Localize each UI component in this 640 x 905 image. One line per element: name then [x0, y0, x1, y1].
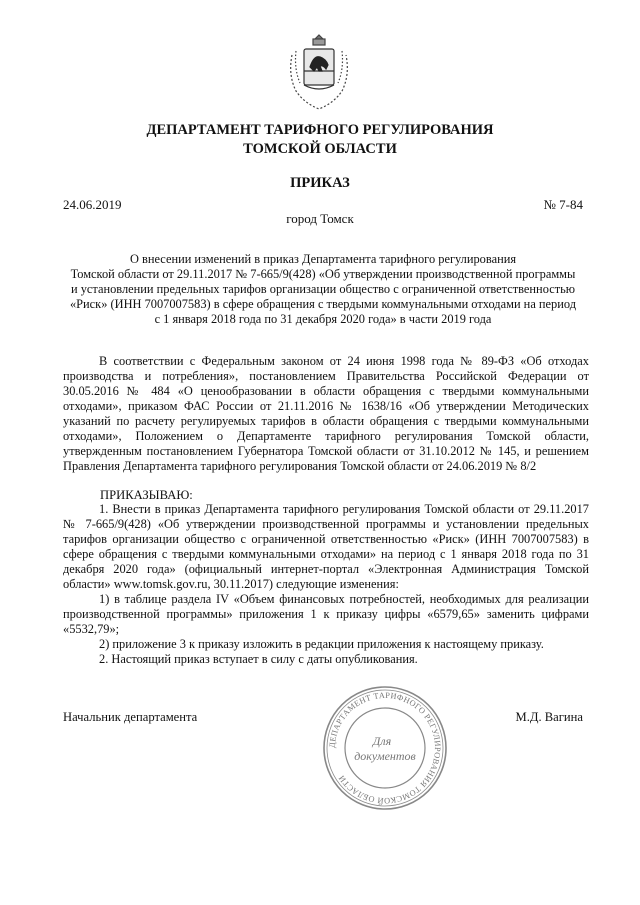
order-city: город Томск — [286, 211, 354, 226]
order-items — [63, 502, 589, 667]
coat-of-arms-icon — [288, 33, 350, 111]
subject-line: «Риск» (ИНН 7007007583) в сфере обращения с твердыми коммунальными отходами на период — [69, 297, 577, 311]
order-subitem: 2) приложение 3 к приказу изложить в редакции приложения к настоящему приказу. — [99, 637, 544, 651]
order-subitem: 1) в таблице раздела IV «Объем финансовых потребностей, необходимых для реализации производственной программы» приложения 1 к приказу цифры «6579,65» заменить цифрами «5532,79»; — [63, 592, 589, 636]
signatory-name: М.Д. Вагина — [515, 710, 583, 724]
order-item: 2. Настоящий приказ вступает в силу с даты опубликования. — [99, 652, 418, 666]
document-type: ПРИКАЗ — [290, 175, 350, 191]
subject-line: О внесении изменений в приказ Департамента тарифного регулирования — [129, 252, 517, 266]
department-title — [0, 121, 640, 159]
order-number: № 7-84 — [543, 197, 583, 212]
signatory-role: Начальник департамента — [63, 710, 198, 724]
order-item: 1. Внести в приказ Департамента тарифного регулирования Томской области от 29.11.2017 № 7-665/9(428) «Об утверждении производственной программы и установлении предельных тарифов организации общество с ограниченной ответственностью «Риск» (ИНН 7007007583) в сфере обращения с твердыми коммунальными отходами» на период с 1 января 2018 года по 31 декабря 2020 года» (официальный интернет-портал «Электронная Администрация Томской области» www.tomsk.gov.ru, 30.11.2017) следующие изменения: — [63, 502, 589, 591]
stamp-center-line2: документов — [354, 749, 416, 763]
order-date: 24.06.2019 — [63, 197, 122, 212]
subject-line: и установлении предельных тарифов организации общество с ограниченной ответственностью — [70, 282, 576, 296]
legal-basis-paragraph: В соответствии с Федеральным законом от 24 июня 1998 года № 89-ФЗ «Об отходах производства и потребления», постановлением Правительства Российской Федерации от 30.05.2016 № 484 «О ценообразовании в области обращения с твердыми коммунальными отходами», приказом ФАС России от 21.11.2016 № 1638/16 «Об утверждении Методических указаний по расчету регулируемых тарифов в области обращения с твердыми коммунальными отходами», Положением о Департаменте тарифного регулирования Томской области, утвержденным постановлением Губернатора Томской области от 31.10.2012 № 145, и решением Правления Департамента тарифного регулирования Томской области от 24.06.2019 № 8/2 — [63, 354, 589, 473]
stamp-ring-text: ДЕПАРТАМЕНТ ТАРИФНОГО РЕГУЛИРОВАНИЯ ТОМСКОЙ ОБЛАСТИ — [327, 690, 443, 806]
subject-line: Томской области от 29.11.2017 № 7-665/9(428) «Об утверждении производственной программы — [70, 267, 576, 281]
department-title-line1: ДЕПАРТАМЕНТ ТАРИФНОГО РЕГУЛИРОВАНИЯ — [146, 122, 494, 138]
stamp-center-line1: Для — [372, 734, 392, 748]
department-title-line2: ТОМСКОЙ ОБЛАСТИ — [243, 141, 397, 157]
subject-line: с 1 января 2018 года по 31 декабря 2020 года» в части 2019 года — [154, 312, 492, 326]
order-subject — [58, 252, 588, 327]
order-verb: ПРИКАЗЫВАЮ: — [100, 488, 193, 502]
official-stamp — [322, 685, 448, 811]
